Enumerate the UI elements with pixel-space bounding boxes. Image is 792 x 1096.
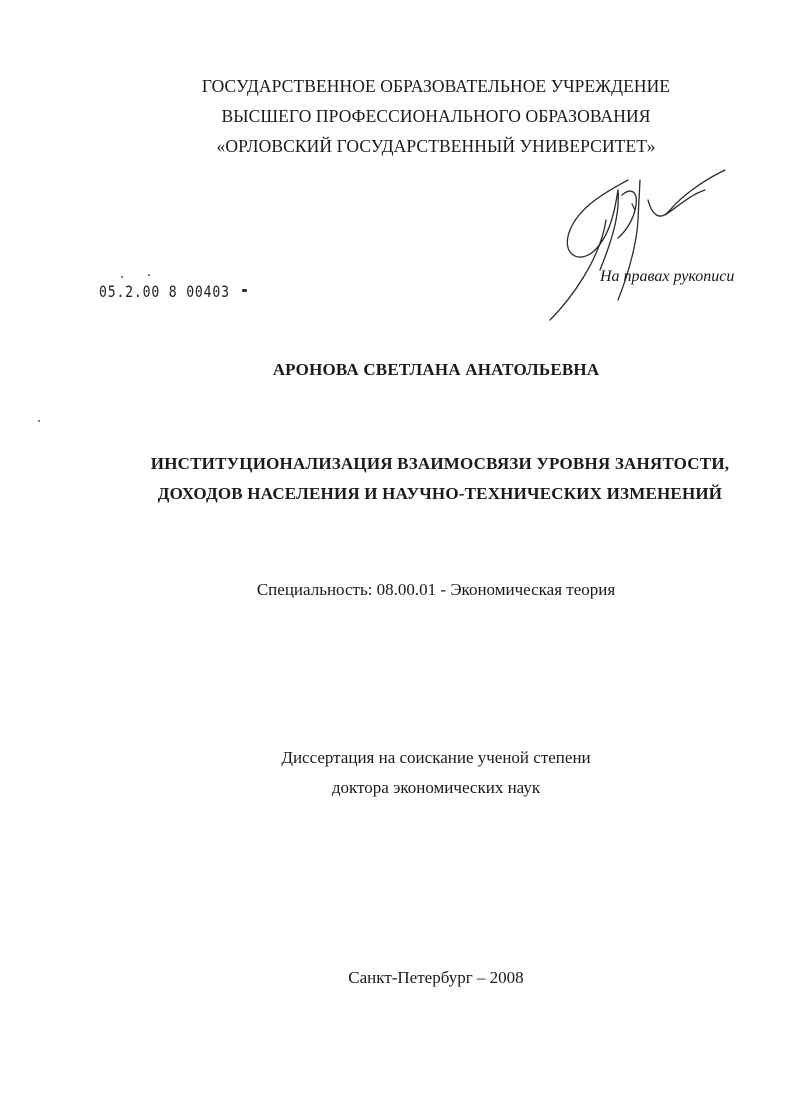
institution-line-1: ГОСУДАРСТВЕННОЕ ОБРАЗОВАТЕЛЬНОЕ УЧРЕЖДЕНИЕ xyxy=(201,76,671,96)
scan-speck xyxy=(148,274,150,276)
dissertation-title-line-2: ДОХОДОВ НАСЕЛЕНИЯ И НАУЧНО-ТЕХНИЧЕСКИХ ИЗМЕНЕНИЙ xyxy=(157,484,723,503)
scan-speck xyxy=(38,420,40,422)
institution-line-3: «ОРЛОВСКИЙ ГОСУДАРСТВЕННЫЙ УНИВЕРСИТЕТ» xyxy=(216,136,656,156)
handwritten-signature xyxy=(540,160,740,330)
scan-speck xyxy=(121,276,123,278)
dissertation-title-line-1: ИНСТИТУЦИОНАЛИЗАЦИЯ ВЗАИМОСВЯЗИ УРОВНЯ ЗАНЯТОСТИ, xyxy=(150,454,730,473)
institution-line-2: ВЫСШЕГО ПРОФЕССИОНАЛЬНОГО ОБРАЗОВАНИЯ xyxy=(221,106,651,126)
place-year: Санкт-Петербург – 2008 xyxy=(348,968,524,987)
degree-line-2: доктора экономических наук xyxy=(331,778,541,797)
degree-line-1: Диссертация на соискание ученой степени xyxy=(281,748,591,767)
registry-code: 05.2.00 8 00403 xyxy=(99,282,230,301)
author-name: АРОНОВА СВЕТЛАНА АНАТОЛЬЕВНА xyxy=(272,360,600,379)
rights-note: На правах рукописи xyxy=(600,268,735,285)
scan-speck xyxy=(242,289,247,292)
specialty: Специальность: 08.00.01 - Экономическая теория xyxy=(256,580,616,599)
